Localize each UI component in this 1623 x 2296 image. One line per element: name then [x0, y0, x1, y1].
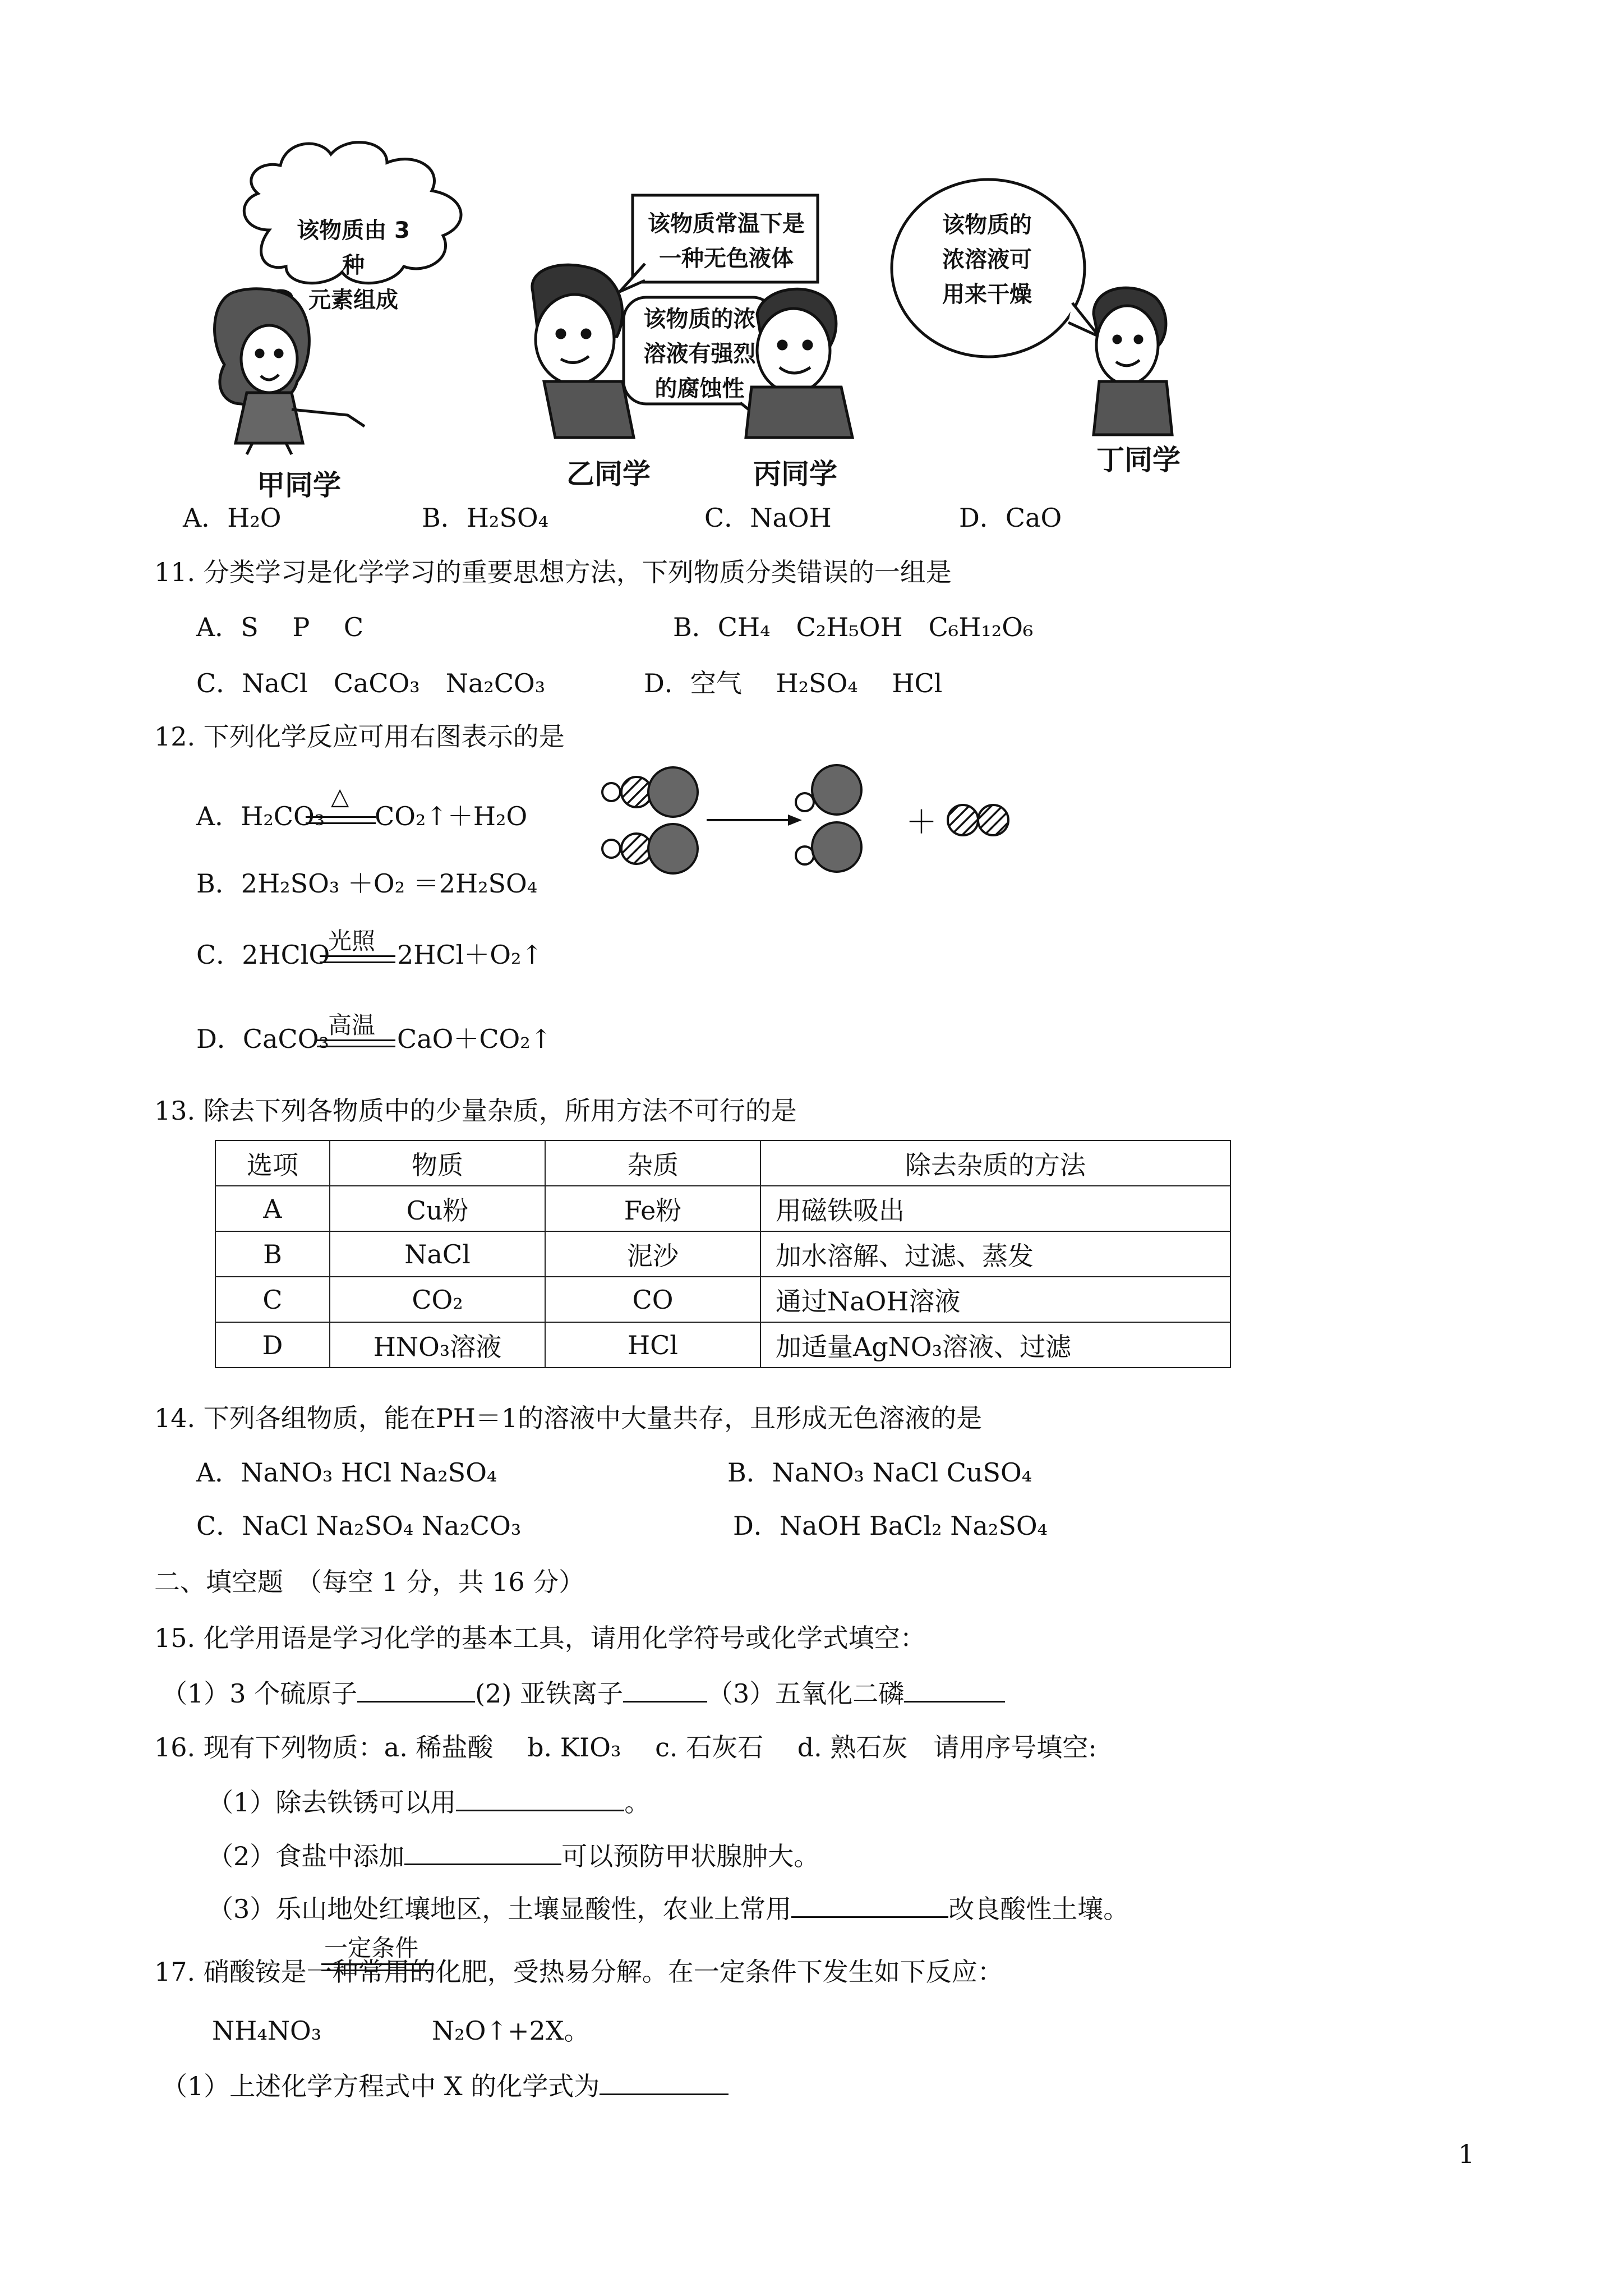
q17-condition: 一定条件	[324, 1934, 419, 1962]
q16-part-1-end: 。	[624, 1787, 651, 1818]
q17-equation-right: N₂O↑+2X。	[432, 2016, 590, 2046]
q14-option-d: D．NaOH BaCl₂ Na₂SO₄	[733, 1511, 1048, 1541]
q12-a-equals-line-2	[306, 822, 376, 824]
cell-option: A	[215, 1186, 330, 1231]
table-row	[215, 1322, 1230, 1368]
cell-option: C	[215, 1277, 330, 1322]
cell-impurity: 泥沙	[545, 1231, 760, 1277]
cell-substance: NaCl	[330, 1231, 545, 1277]
reaction-arrow	[707, 815, 802, 826]
q16-part-2: （2）食盐中添加	[208, 1841, 405, 1871]
q17-blank-1[interactable]	[600, 2069, 728, 2095]
q17-part-1: （1）上述化学方程式中 X 的化学式为	[162, 2071, 600, 2101]
q15-part-1: （1）3 个硫原子	[162, 1678, 358, 1709]
q12-c-left: C．2HClO	[196, 940, 330, 970]
ding-bubble-line-2: 浓溶液可	[942, 247, 1032, 273]
plus-sign: ＋	[906, 804, 937, 841]
table-row	[215, 1231, 1230, 1277]
q15-blank-1[interactable]	[357, 1676, 475, 1703]
cell-method: 加水溶解、过滤、蒸发	[760, 1231, 1230, 1277]
yi-name: 乙同学	[566, 458, 651, 490]
q12-a-left: A．H₂CO₃	[196, 801, 325, 831]
jia-bubble-line-1: 该物质由 3 种	[297, 218, 410, 278]
ding-bubble-line-3: 用来干燥	[942, 282, 1032, 307]
bing-bubble-line-1: 该物质的浓	[643, 306, 756, 332]
q12-d-left: D．CaCO₃	[196, 1024, 329, 1054]
q15-part-2: (2) 亚铁离子	[475, 1678, 623, 1709]
product-molecule-1	[796, 765, 861, 815]
q12-a-right: CO₂↑＋H₂O	[375, 801, 528, 831]
cell-option: B	[215, 1231, 330, 1277]
jia-name: 甲同学	[257, 469, 341, 501]
q10-option-b: B．H₂SO₄	[422, 503, 549, 533]
product-molecule-3	[948, 805, 1008, 835]
q16-part-2-end: 可以预防甲状腺肿大。	[561, 1841, 820, 1871]
q10-option-c: C．NaOH	[704, 503, 832, 533]
q10-option-d: D．CaO	[959, 503, 1062, 533]
q14-option-b: B．NaNO₃ NaCl CuSO₄	[727, 1457, 1032, 1488]
q16-part-3-end: 改良酸性土壤。	[948, 1894, 1129, 1924]
q11-option-c: C．NaCl CaCO₃ Na₂CO₃	[196, 668, 546, 698]
q16-part-3: （3）乐山地处红壤地区，土壤显酸性，农业上常用	[208, 1894, 792, 1924]
cell-substance: CO₂	[330, 1277, 545, 1322]
cell-method: 用磁铁吸出	[760, 1186, 1230, 1231]
q15-stem: 15. 化学用语是学习化学的基本工具，请用化学符号或化学式填空：	[154, 1623, 926, 1653]
bing-name: 丙同学	[753, 458, 837, 490]
q12-d-equals-line	[317, 1039, 395, 1041]
table-header-row	[215, 1140, 1230, 1186]
cell-impurity: HCl	[545, 1322, 760, 1368]
q16-stem: 16. 现有下列物质：a. 稀盐酸 b. KIO₃ c. 石灰石 d. 熟石灰 请用序号填空:	[154, 1732, 1097, 1763]
ding-bubble-line-1: 该物质的	[942, 212, 1032, 238]
q17-stem: 17. 硝酸铵是一种常用的化肥，受热易分解。在一定条件下发生如下反应：	[154, 1957, 1003, 1987]
q12-c-equals-line-2	[320, 961, 395, 963]
reactant-molecule-2	[602, 824, 698, 873]
q12-c-equals-line	[320, 955, 395, 957]
yi-bubble-line-2: 一种无色液体	[659, 246, 794, 272]
q17-equals-line-2	[321, 1970, 434, 1971]
q13-stem: 13. 除去下列各物质中的少量杂质，所用方法不可行的是	[154, 1096, 797, 1126]
yi-bubble-text	[634, 206, 819, 276]
q17-item-1	[162, 2069, 728, 2103]
q14-option-c: C．NaCl Na₂SO₄ Na₂CO₃	[196, 1511, 522, 1541]
jia-bubble-text	[286, 213, 421, 318]
q12-d-right: CaO＋CO₂↑	[397, 1024, 552, 1054]
q12-molecule-diagram	[594, 757, 1043, 903]
header-method: 除去杂质的方法	[760, 1140, 1230, 1186]
q16-item-2	[208, 1839, 819, 1873]
q16-item-3	[208, 1892, 1129, 1926]
q16-part-1: （1）除去铁锈可以用	[208, 1787, 457, 1818]
q11-stem: 11. 分类学习是化学学习的重要思想方法，下列物质分类错误的一组是	[154, 557, 952, 587]
q15-blank-3[interactable]	[904, 1676, 1005, 1703]
q12-c-condition: 光照	[328, 927, 376, 955]
q16-item-1	[208, 1785, 650, 1819]
q15-blank-2[interactable]	[623, 1676, 707, 1703]
q12-a-equals-line	[306, 816, 376, 818]
q12-a-condition: △	[331, 783, 349, 810]
q15-blanks	[162, 1676, 1005, 1710]
header-substance: 物质	[330, 1140, 545, 1186]
q12-option-b: B．2H₂SO₃ ＋O₂ ＝2H₂SO₄	[196, 868, 538, 899]
q11-option-a: A．S P C	[196, 612, 364, 642]
q12-d-condition: 高温	[328, 1011, 376, 1039]
q17-equation-left: NH₄NO₃	[212, 2016, 322, 2046]
table-row	[215, 1186, 1230, 1231]
cell-method: 加适量AgNO₃溶液、过滤	[760, 1322, 1230, 1368]
ding-boy-figure	[1094, 288, 1172, 435]
bing-bubble-line-3: 的腐蚀性	[654, 376, 745, 402]
q14-stem: 14. 下列各组物质，能在PH＝1的溶液中大量共存，且形成无色溶液的是	[154, 1403, 983, 1433]
header-impurity: 杂质	[545, 1140, 760, 1186]
cell-impurity: Fe粉	[545, 1186, 760, 1231]
reactant-molecule-1	[602, 767, 698, 817]
bing-bubble-line-2: 溶液有强烈	[643, 341, 756, 367]
table-row	[215, 1277, 1230, 1322]
q11-option-b: B．CH₄ C₂H₅OH C₆H₁₂O₆	[673, 612, 1034, 642]
yi-bubble-line-1: 该物质常温下是	[648, 211, 805, 237]
q15-part-3: （3）五氧化二磷	[707, 1678, 905, 1709]
yi-boy-figure	[532, 265, 634, 438]
cell-impurity: CO	[545, 1277, 760, 1322]
q16-blank-3[interactable]	[791, 1892, 948, 1918]
q13-table	[215, 1140, 1231, 1368]
q12-c-right: 2HCl＋O₂↑	[397, 940, 543, 970]
cell-substance: Cu粉	[330, 1186, 545, 1231]
q14-option-a: A．NaNO₃ HCl Na₂SO₄	[196, 1457, 497, 1488]
q12-d-equals-line-2	[317, 1046, 395, 1047]
q12-stem: 12. 下列化学反应可用右图表示的是	[154, 721, 565, 752]
header-option: 选项	[215, 1140, 330, 1186]
product-molecule-2	[796, 822, 861, 872]
ding-bubble-text	[909, 208, 1066, 312]
cell-option: D	[215, 1322, 330, 1368]
cell-method: 通过NaOH溶液	[760, 1277, 1230, 1322]
q16-blank-2[interactable]	[404, 1839, 561, 1865]
cell-substance: HNO₃溶液	[330, 1322, 545, 1368]
section-2-heading: 二、填空题 （每空 1 分，共 16 分）	[154, 1567, 585, 1597]
bing-bubble-text	[625, 302, 774, 406]
q16-blank-1[interactable]	[456, 1785, 624, 1811]
jia-bubble-line-2: 元素组成	[308, 287, 398, 313]
ding-name: 丁同学	[1096, 444, 1181, 476]
q17-equals-line	[321, 1963, 434, 1965]
q10-option-a: A．H₂O	[183, 503, 282, 533]
q11-option-d: D．空气 H₂SO₄ HCl	[644, 668, 943, 698]
page-number: 1	[1458, 2139, 1475, 2169]
